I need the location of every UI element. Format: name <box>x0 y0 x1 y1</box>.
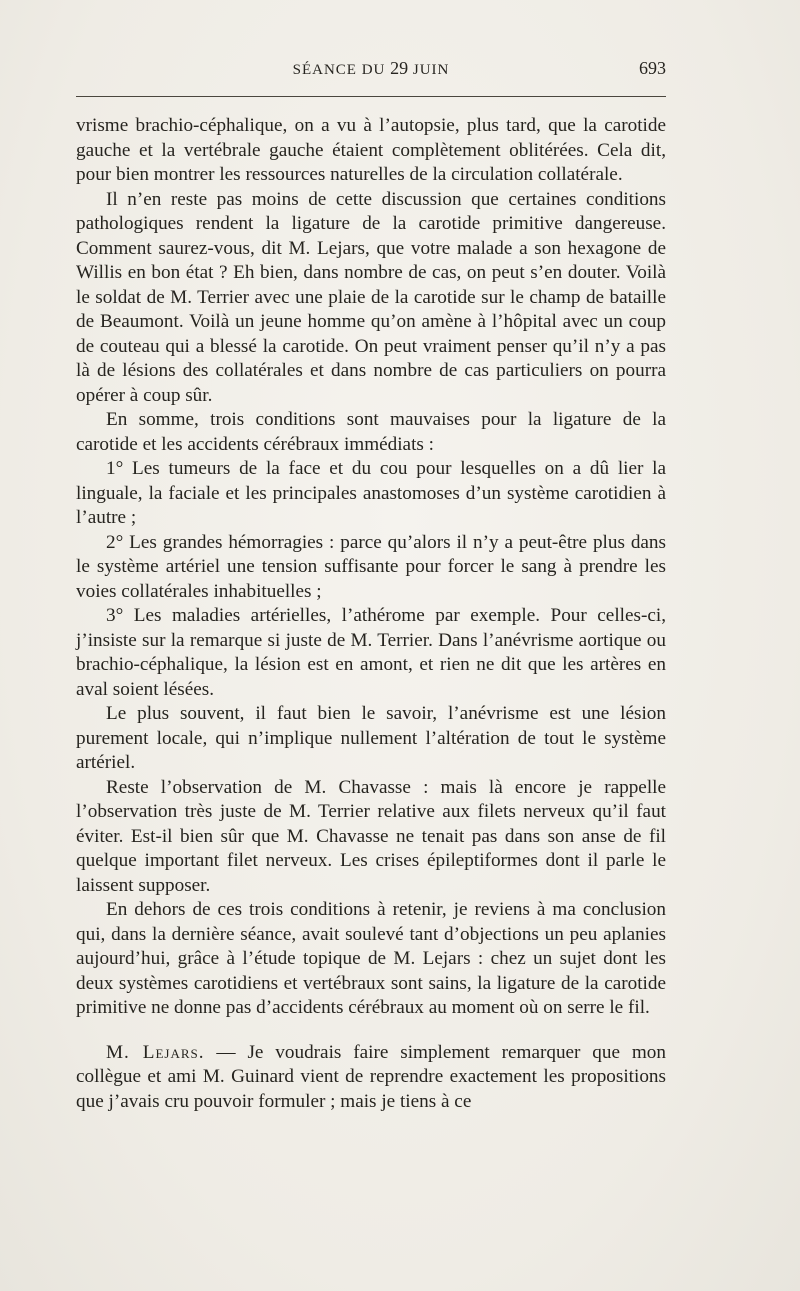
body-text <box>76 114 666 1114</box>
paragraph-6: 3° Les maladies artérielles, l’athérome par exemple. Pour celles-ci, j’insiste sur la remarque si juste de M. Terrier. Dans l’anévrisme aortique ou brachio-céphalique, la lésion est en amont, et rien ne dit que les artères en aval soient lésées. <box>76 605 666 700</box>
paragraph-2: Il n’en reste pas moins de cette discussion que certaines conditions pathologiques rendent la ligature de la carotide primitive dangereuse. Comment saurez-vous, dit M. Lejars, que votre malade a son hexagone de Willis en bon état ? Eh bien, dans nombre de cas, on peut s’en douter. Voilà le soldat de M. Terrier avec une plaie de la carotide sur le champ de bataille de Beaumont. Voilà un jeune homme qu’on amène à l’hôpital avec un coup de couteau qui a blessé la carotide. On peut vraiment penser qu’il n’y a pas là de lésions des collatérales et dans nombre de cas particuliers on pourra opérer à coup sûr. <box>76 188 666 406</box>
running-head-title-post: JUIN <box>408 62 450 78</box>
paragraph-4: 1° Les tumeurs de la face et du cou pour lesquelles on a dû lier la linguale, la faciale et les principales anastomoses d’un système carotidien à l’autre ; <box>76 458 666 528</box>
paragraph-3: En somme, trois conditions sont mauvaises pour la ligature de la carotide et les accidents cérébraux immédiats : <box>76 409 666 455</box>
paragraph-9: En dehors de ces trois conditions à retenir, je reviens à ma conclusion qui, dans la dernière séance, avait soulevé tant d’objections un peu aplanies aujourd’hui, grâce à l’étude topique de M. Lejars : chez un sujet dont les deux systèmes carotidiens et vertébraux sont sains, la ligature de la carotide primitive ne donne pas d’accidents cérébraux au moment où on serre le fil. <box>76 899 666 1018</box>
paragraph-1: vrisme brachio-céphalique, on a vu à l’autopsie, plus tard, que la carotide gauche et la vertébrale gauche étaient complètement oblitérées. Cela dit, pour bien montrer les ressources naturelles de la circulation collatérale. <box>76 115 666 185</box>
speaker-text: — Je voudrais faire simplement remarquer que mon collègue et ami M. Guinard vient de reprendre exactement les propositions que j’avais cru pouvoir formuler ; mais je tiens à ce <box>76 1041 666 1112</box>
page-number: 693 <box>639 58 666 78</box>
paragraph-10 <box>76 1041 666 1115</box>
paragraph-7: Le plus souvent, il faut bien le savoir, l’anévrisme est une lésion purement locale, qui n’implique nullement l’altération de tout le système artériel. <box>76 703 666 773</box>
running-head-title <box>76 58 666 79</box>
paragraph-8: Reste l’observation de M. Chavasse : mais là encore je rappelle l’observation très juste de M. Terrier relative aux filets nerveux qu’il faut éviter. Est-il bien sûr que M. Chavasse ne tenait pas dans son anse de fil quelque important filet nerveux. Les crises épileptiformes dont il parle le laissent supposer. <box>76 776 666 896</box>
running-head-title-day: 29 <box>390 58 409 78</box>
speaker-name: M. Lejars. <box>106 1041 205 1063</box>
running-head-title-pre: SÉANCE DU <box>292 62 391 78</box>
running-head <box>76 58 666 82</box>
header-rule <box>76 96 666 97</box>
paragraph-5: 2° Les grandes hémorragies : parce qu’alors il n’y a peut-être plus dans le système artériel une tension suffisante pour forcer le sang à prendre les voies collatérales inhabituelles ; <box>76 531 666 602</box>
